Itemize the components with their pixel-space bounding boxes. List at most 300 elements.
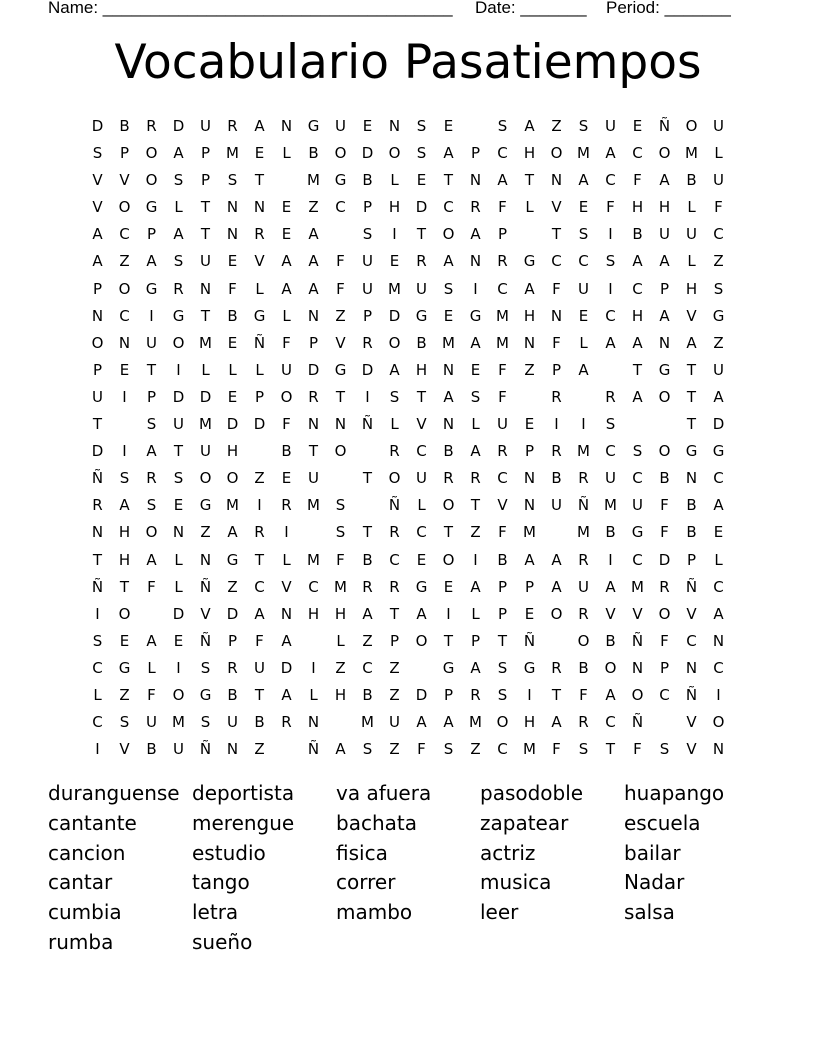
grid-letter: U [551, 496, 562, 515]
grid-letter: A [443, 713, 454, 732]
grid-letter: H [307, 604, 320, 623]
grid-letter: A [146, 550, 157, 569]
grid-letter: Z [713, 333, 724, 352]
grid-letter: E [470, 360, 481, 379]
grid-letter: G [415, 577, 428, 596]
grid-letter: T [362, 523, 373, 542]
grid-letter: R [551, 387, 562, 406]
grid-row [84, 601, 732, 628]
grid-letter: S [443, 740, 454, 759]
grid-letter: E [227, 252, 238, 271]
grid-letter: T [335, 387, 346, 406]
grid-letter: N [442, 415, 455, 434]
grid-letter: M [307, 550, 320, 569]
grid-letter [273, 167, 300, 194]
word-bank-item: tango [192, 870, 250, 895]
grid-letter: N [226, 225, 239, 244]
grid-letter: T [254, 171, 265, 190]
grid-letter: I [716, 685, 721, 704]
grid-letter: R [497, 252, 508, 271]
grid-letter: P [362, 306, 373, 325]
grid-letter: A [308, 225, 319, 244]
grid-letter: A [308, 252, 319, 271]
grid-letter: F [255, 631, 264, 650]
grid-letter: C [605, 171, 616, 190]
grid-letter: I [608, 279, 613, 298]
grid-letter: C [92, 713, 103, 732]
grid-letter: Z [254, 469, 265, 488]
grid-letter: P [200, 171, 211, 190]
grid-letter: Z [389, 740, 400, 759]
grid-letter: Ñ [577, 496, 590, 515]
grid-letter: I [446, 604, 451, 623]
grid-letter: I [473, 279, 478, 298]
grid-letter: S [470, 387, 481, 406]
grid-letter: Z [470, 523, 481, 542]
grid-letter: M [226, 496, 239, 515]
grid-letter: U [713, 171, 724, 190]
grid-letter: F [282, 333, 291, 352]
grid-letter: Z [713, 252, 724, 271]
grid-letter: M [307, 496, 320, 515]
grid-letter: H [685, 279, 698, 298]
grid-row [84, 194, 732, 221]
grid-letter: C [659, 685, 670, 704]
grid-letter: H [523, 306, 536, 325]
grid-letter: R [92, 496, 103, 515]
grid-letter: G [253, 306, 266, 325]
grid-letter: O [145, 171, 158, 190]
grid-letter: Ñ [658, 117, 671, 135]
grid-letter: A [281, 631, 292, 650]
grid-letter: G [712, 306, 725, 325]
grid-letter: A [443, 387, 454, 406]
word-bank-item: zapatear [480, 810, 569, 835]
name-field-label: Name: _____________________________________ [48, 0, 453, 17]
grid-letter: L [282, 306, 291, 325]
grid-letter: A [173, 144, 184, 163]
word-bank-item: pasodoble [480, 781, 584, 805]
grid-letter: O [442, 225, 455, 244]
grid-letter: E [119, 631, 130, 650]
grid-letter: E [443, 117, 454, 135]
word-bank-item: escuela [624, 810, 701, 835]
grid-letter: F [498, 360, 507, 379]
grid-row [84, 384, 732, 411]
grid-letter: G [226, 550, 239, 569]
grid-letter: U [416, 469, 427, 488]
word-bank-item: fisica [336, 840, 388, 865]
grid-letter: L [471, 415, 480, 434]
grid-letter: V [686, 306, 697, 325]
grid-letter: U [227, 713, 238, 732]
grid-letter: E [173, 631, 184, 650]
grid-letter: A [497, 171, 508, 190]
grid-letter: A [443, 144, 454, 163]
grid-letter: N [685, 469, 698, 488]
grid-letter: O [658, 604, 671, 623]
grid-letter: S [416, 117, 427, 135]
grid-letter: Ñ [685, 577, 698, 596]
grid-row [84, 492, 732, 519]
grid-letter: R [389, 523, 400, 542]
grid-letter: M [334, 577, 347, 596]
word-bank-item: letra [192, 900, 239, 925]
grid-letter: T [173, 442, 184, 461]
grid-letter: N [118, 333, 131, 352]
grid-letter: S [227, 171, 238, 190]
grid-letter: P [497, 225, 508, 244]
grid-letter: O [577, 631, 590, 650]
grid-letter: R [416, 252, 427, 271]
word-bank-item: bachata [336, 810, 417, 835]
grid-letter: I [554, 415, 559, 434]
grid-letter: P [524, 577, 535, 596]
grid-letter: A [524, 117, 535, 135]
grid-letter: C [632, 550, 643, 569]
grid-letter: Ñ [199, 740, 212, 759]
grid-letter: P [524, 442, 535, 461]
grid-letter: C [497, 279, 508, 298]
grid-letter: M [523, 740, 536, 759]
grid-letter [597, 357, 624, 384]
word-bank-row [48, 839, 788, 869]
grid-letter: E [416, 550, 427, 569]
grid-letter: A [659, 252, 670, 271]
grid-letter: D [415, 685, 428, 704]
grid-letter: I [608, 225, 613, 244]
grid-letter: E [254, 144, 265, 163]
grid-letter: C [713, 577, 724, 596]
grid-letter: A [92, 252, 103, 271]
grid-letter: Z [335, 306, 346, 325]
grid-letter: F [228, 279, 237, 298]
grid-letter: O [172, 685, 185, 704]
grid-letter [138, 601, 165, 628]
grid-letter: M [199, 333, 212, 352]
word-bank-item: salsa [624, 900, 675, 925]
grid-letter: A [146, 442, 157, 461]
grid-letter: O [631, 685, 644, 704]
grid-letter: T [605, 740, 616, 759]
grid-letter: B [686, 496, 697, 515]
grid-letter: S [335, 496, 346, 515]
grid-letter: G [334, 171, 347, 190]
grid-letter: O [145, 523, 158, 542]
grid-letter: C [578, 252, 589, 271]
grid-letter: O [199, 469, 212, 488]
grid-letter: E [281, 198, 292, 217]
grid-letter: G [685, 442, 698, 461]
grid-letter [300, 519, 327, 546]
grid-letter: M [199, 415, 212, 434]
grid-letter: F [579, 685, 588, 704]
grid-row [84, 709, 732, 736]
grid-letter: S [173, 171, 184, 190]
grid-letter: C [713, 469, 724, 488]
grid-letter: V [200, 604, 211, 623]
word-bank [48, 779, 788, 958]
grid-letter: P [497, 604, 508, 623]
grid-letter: B [362, 685, 373, 704]
grid-letter: C [686, 631, 697, 650]
grid-letter: P [686, 550, 697, 569]
grid-letter: A [470, 658, 481, 677]
grid-letter: R [659, 577, 670, 596]
grid-letter: A [632, 252, 643, 271]
grid-letter: U [173, 740, 184, 759]
grid-letter: T [119, 577, 130, 596]
grid-letter: U [362, 252, 373, 271]
grid-letter: N [712, 740, 725, 759]
grid-letter [543, 519, 570, 546]
grid-letter: P [119, 144, 130, 163]
grid-letter: F [660, 496, 669, 515]
grid-letter: N [469, 171, 482, 190]
grid-letter: Z [308, 198, 319, 217]
grid-letter: T [443, 631, 454, 650]
grid-letter: U [335, 117, 346, 135]
grid-letter: V [551, 198, 562, 217]
grid-letter: A [146, 252, 157, 271]
word-bank-row [48, 898, 788, 928]
grid-letter [111, 411, 138, 438]
grid-letter: H [334, 604, 347, 623]
grid-letter: U [362, 279, 373, 298]
grid-letter: R [362, 577, 373, 596]
grid-letter: A [524, 550, 535, 569]
grid-letter: L [93, 685, 102, 704]
grid-letter: N [388, 117, 401, 135]
grid-row [84, 276, 732, 303]
word-bank-item: cantante [48, 810, 137, 835]
grid-letter: D [658, 550, 671, 569]
grid-letter: R [497, 442, 508, 461]
grid-letter: Z [119, 685, 130, 704]
grid-letter: U [713, 117, 724, 135]
grid-letter: E [389, 252, 400, 271]
grid-letter: V [119, 740, 130, 759]
grid-letter: T [362, 469, 373, 488]
grid-letter: H [631, 198, 644, 217]
grid-letter: D [226, 604, 239, 623]
grid-letter: A [173, 225, 184, 244]
grid-letter: G [334, 360, 347, 379]
grid-letter: M [361, 713, 374, 732]
grid-letter: E [281, 469, 292, 488]
grid-letter: N [523, 496, 536, 515]
grid-letter: N [226, 740, 239, 759]
grid-letter: I [95, 604, 100, 623]
grid-letter: G [712, 442, 725, 461]
grid-letter: A [254, 117, 265, 135]
grid-letter: S [92, 144, 103, 163]
grid-letter [651, 411, 678, 438]
grid-letter: Ñ [631, 713, 644, 732]
grid-letter: E [119, 360, 130, 379]
grid-letter: B [497, 550, 508, 569]
grid-letter: D [280, 658, 293, 677]
grid-letter: D [91, 442, 104, 461]
grid-letter: C [416, 442, 427, 461]
grid-letter: C [443, 198, 454, 217]
grid-letter: U [200, 117, 211, 135]
grid-letter: U [659, 225, 670, 244]
grid-letter: G [523, 658, 536, 677]
grid-letter: T [443, 171, 454, 190]
grid-letter: Ñ [91, 577, 104, 596]
grid-letter: H [118, 523, 131, 542]
grid-letter: D [712, 415, 725, 434]
grid-letter: Z [389, 658, 400, 677]
grid-letter: T [416, 387, 427, 406]
word-bank-item: huapango [624, 781, 725, 805]
grid-letter: R [578, 713, 589, 732]
grid-letter: M [523, 523, 536, 542]
grid-letter: Ñ [199, 631, 212, 650]
grid-letter [624, 411, 651, 438]
grid-letter: G [469, 306, 482, 325]
grid-letter: S [200, 658, 211, 677]
grid-letter: N [442, 360, 455, 379]
grid-row [84, 519, 732, 546]
grid-letter: R [227, 658, 238, 677]
grid-letter: I [311, 658, 316, 677]
grid-letter: O [658, 442, 671, 461]
grid-letter: O [496, 713, 509, 732]
grid-letter: D [307, 360, 320, 379]
grid-letter: S [416, 144, 427, 163]
grid-letter: P [551, 360, 562, 379]
grid-letter: B [551, 469, 562, 488]
grid-letter: Z [551, 117, 562, 135]
grid-letter: L [174, 550, 183, 569]
grid-row [84, 574, 732, 601]
grid-letter: F [498, 198, 507, 217]
grid-letter: U [92, 387, 103, 406]
grid-letter: U [308, 469, 319, 488]
grid-letter: M [631, 577, 644, 596]
grid-letter: A [551, 713, 562, 732]
grid-letter: P [659, 279, 670, 298]
grid-letter: C [335, 198, 346, 217]
grid-letter: T [686, 387, 697, 406]
period-field-label: Period: _______ [606, 0, 731, 17]
grid-letter: S [659, 740, 670, 759]
grid-letter: C [497, 469, 508, 488]
grid-letter: L [174, 577, 183, 596]
grid-letter: E [713, 523, 724, 542]
grid-letter: I [176, 360, 181, 379]
grid-letter: A [308, 279, 319, 298]
grid-letter: N [307, 713, 320, 732]
grid-letter: A [470, 442, 481, 461]
grid-letter: S [443, 279, 454, 298]
grid-letter: A [335, 740, 346, 759]
grid-letter: E [524, 415, 535, 434]
grid-letter: B [146, 740, 157, 759]
grid-letter: E [443, 577, 454, 596]
grid-letter: Z [524, 360, 535, 379]
grid-letter: U [632, 496, 643, 515]
grid-letter: Ñ [199, 577, 212, 596]
grid-letter: N [685, 658, 698, 677]
grid-letter: E [227, 387, 238, 406]
grid-letter [354, 492, 381, 519]
grid-letter: S [713, 279, 724, 298]
grid-letter: O [388, 469, 401, 488]
grid-letter: O [118, 279, 131, 298]
grid-letter: V [416, 415, 427, 434]
grid-row [84, 547, 732, 574]
grid-letter: A [713, 604, 724, 623]
grid-row [84, 140, 732, 167]
grid-letter: C [308, 577, 319, 596]
grid-letter: N [550, 171, 563, 190]
grid-letter: T [686, 415, 697, 434]
grid-letter: H [631, 306, 644, 325]
grid-letter: S [389, 387, 400, 406]
grid-letter: Ñ [631, 631, 644, 650]
grid-letter: F [336, 550, 345, 569]
grid-letter: S [92, 631, 103, 650]
grid-letter: A [578, 171, 589, 190]
grid-letter: R [470, 198, 481, 217]
grid-letter: M [226, 144, 239, 163]
grid-letter: F [336, 279, 345, 298]
grid-letter: U [497, 415, 508, 434]
grid-letter: M [307, 171, 320, 190]
grid-letter: F [498, 387, 507, 406]
grid-letter: M [577, 442, 590, 461]
grid-letter: P [200, 144, 211, 163]
grid-letter: I [257, 496, 262, 515]
grid-letter: H [523, 713, 536, 732]
grid-row [84, 248, 732, 275]
grid-letter [354, 438, 381, 465]
grid-letter: S [335, 523, 346, 542]
grid-letter: S [605, 252, 616, 271]
grid-letter: C [416, 523, 427, 542]
word-bank-item: sueño [192, 929, 253, 954]
grid-letter: A [632, 333, 643, 352]
grid-letter: T [308, 442, 319, 461]
grid-letter: S [146, 496, 157, 515]
grid-letter: N [712, 631, 725, 650]
grid-letter: L [309, 685, 318, 704]
grid-letter: L [255, 279, 264, 298]
grid-letter: U [686, 225, 697, 244]
grid-letter [327, 465, 354, 492]
grid-letter: A [659, 306, 670, 325]
grid-letter: N [91, 306, 104, 325]
grid-letter: I [581, 415, 586, 434]
grid-letter: S [578, 225, 589, 244]
grid-letter: G [523, 252, 536, 271]
grid-letter: D [91, 117, 104, 135]
grid-letter: O [388, 333, 401, 352]
grid-letter: P [146, 225, 157, 244]
grid-letter: O [280, 387, 293, 406]
grid-letter: N [280, 117, 293, 135]
grid-letter: M [469, 713, 482, 732]
grid-row [84, 438, 732, 465]
grid-letter: T [686, 360, 697, 379]
word-bank-item: cantar [48, 870, 113, 895]
grid-letter: N [631, 658, 644, 677]
grid-letter: D [388, 306, 401, 325]
grid-letter: S [578, 117, 589, 135]
